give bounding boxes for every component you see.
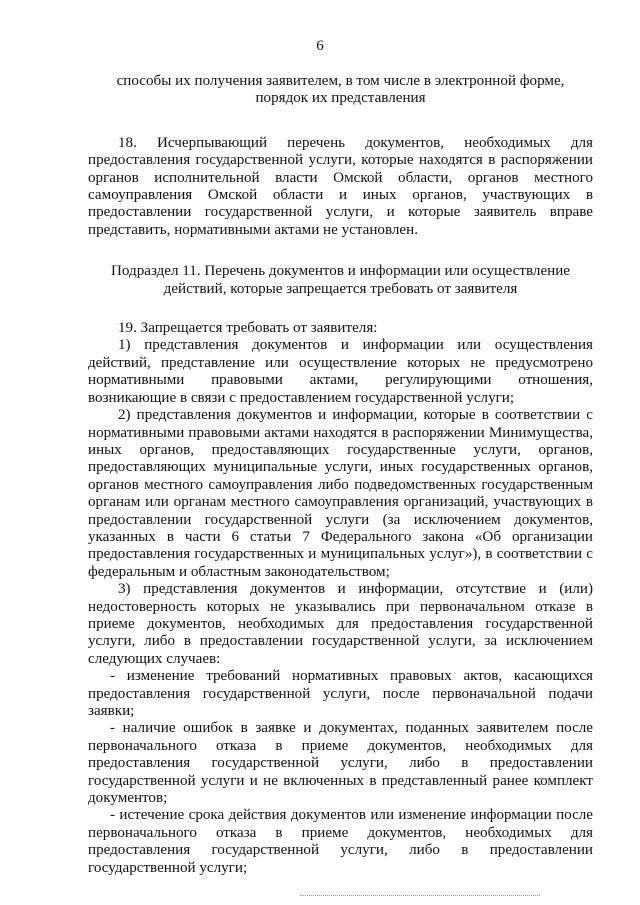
heading-line-1: способы их получения заявителем, в том числе в электронной форме, — [116, 73, 565, 89]
scan-artifact — [300, 895, 540, 898]
subsection-line-2: действий, которые запрещается требовать от заявителя — [163, 280, 518, 297]
paragraph-19-item-2: 2) представления документов и информации, которые в соответствии с нормативными правовыми актами находятся в распоряжении Минимущества, иных органов, предоставляющих государственные услуги, органов, предоставляющих муниципальные услуги, иных государственных органов, органов местного самоуправления либо подведомственных государственным органам или органам местного самоуправления организаций, участвующих в предоставлении государственной услуги (за исключением документов, указанных в части 6 статьи 7 Федерального закона «Об организации предоставления государственных и муниципальных услуг»), в соответствии с федеральным и областным законодательством; — [88, 407, 593, 580]
paragraph-19-item-3: 3) представления документов и информации, отсутствие и (или) недостоверность которых не указывались при первоначальном отказе в приеме документов, необходимых для предоставления государственной услуги, либо в предоставлении государственной услуги, за исключением следующих случаев: — [88, 581, 593, 667]
document-body — [88, 73, 593, 877]
paragraph-19-item-1: 1) представления документов и информации или осуществления действий, представление или осуществление которых не предусмотрено нормативными правовыми актами, регулирующими отношения, возникающие в связи с предоставлением государственной услуги; — [88, 337, 593, 406]
paragraph-19-intro: 19. Запрещается требовать от заявителя: — [118, 320, 378, 337]
paragraph-18: 18. Исчерпывающий перечень документов, необходимых для предоставления государственной услуги, которые находятся в распоряжении органов исполнительной власти Омской области, органов местного самоуправления Омской области и иных органов, участвующих в предоставлении государственной услуги, и которые заявитель вправе представить, нормативными актами не установлен. — [88, 134, 593, 238]
section-heading-tail — [88, 73, 593, 108]
page-number: 6 — [316, 38, 324, 54]
subsection-11-heading — [88, 263, 593, 298]
paragraph-19-case-1: - изменение требований нормативных правовых актов, касающихся предоставления государственной услуги, после первоначальной подачи заявки; — [88, 668, 593, 719]
paragraph-19-case-3: - истечение срока действия документов или изменение информации после первоначального отказа в приеме документов, необходимых для предоставления государственной услуги, либо в предоставлении государственной услуги; — [88, 807, 593, 876]
heading-line-2: порядок их представления — [255, 90, 426, 107]
paragraph-19-case-2: - наличие ошибок в заявке и документах, поданных заявителем после первоначального отказа в приеме документов, необходимых для предоставления государственной услуги, либо в предоставлении государственной услуги и не включенных в представленный ранее комплект документов; — [88, 720, 593, 807]
subsection-line-1: Подраздел 11. Перечень документов и информации или осуществление — [111, 263, 570, 280]
